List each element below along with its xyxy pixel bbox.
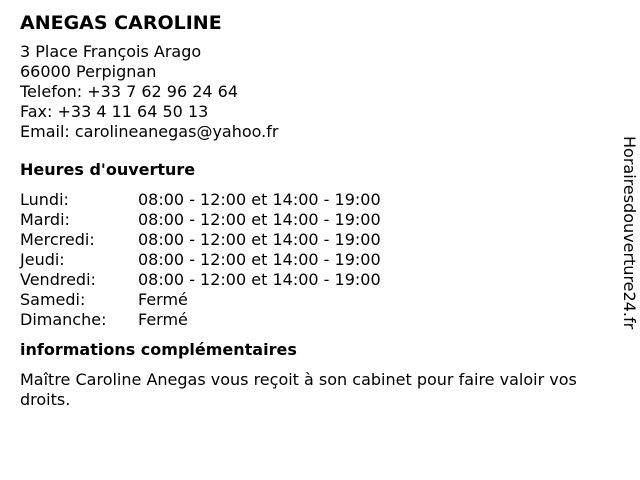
day-hours: 08:00 - 12:00 et 14:00 - 19:00 bbox=[138, 270, 381, 289]
info-heading: informations complémentaires bbox=[20, 340, 297, 359]
hours-row-samedi bbox=[20, 290, 620, 310]
day-hours: 08:00 - 12:00 et 14:00 - 19:00 bbox=[138, 210, 381, 229]
day-hours: 08:00 - 12:00 et 14:00 - 19:00 bbox=[138, 250, 381, 269]
hours-row-lundi bbox=[20, 190, 620, 210]
day-label: Mercredi: bbox=[20, 230, 95, 249]
day-label: Vendredi: bbox=[20, 270, 96, 289]
day-hours: Fermé bbox=[138, 290, 188, 309]
contact-block bbox=[20, 42, 620, 142]
day-label: Dimanche: bbox=[20, 310, 107, 329]
phone-number: Telefon: +33 7 62 96 24 64 bbox=[20, 82, 239, 101]
day-hours: 08:00 - 12:00 et 14:00 - 19:00 bbox=[138, 230, 381, 249]
info-description: Maître Caroline Anegas vous reçoit à son cabinet pour faire valoir vos droits. bbox=[20, 370, 577, 409]
hours-row-dimanche bbox=[20, 310, 620, 330]
site-watermark bbox=[620, 136, 639, 356]
hours-row-vendredi bbox=[20, 270, 620, 290]
site-watermark-text: Horairesdouverture24.fr bbox=[620, 136, 639, 330]
day-hours: Fermé bbox=[138, 310, 188, 329]
business-card bbox=[20, 10, 620, 410]
hours-table bbox=[20, 190, 620, 330]
hours-row-mardi bbox=[20, 210, 620, 230]
day-label: Mardi: bbox=[20, 210, 70, 229]
fax-number: Fax: +33 4 11 64 50 13 bbox=[20, 102, 209, 121]
day-label: Samedi: bbox=[20, 290, 86, 309]
day-hours: 08:00 - 12:00 et 14:00 - 19:00 bbox=[138, 190, 381, 209]
address-street: 3 Place François Arago bbox=[20, 42, 202, 61]
hours-row-mercredi bbox=[20, 230, 620, 250]
address-city: 66000 Perpignan bbox=[20, 62, 157, 81]
day-label: Lundi: bbox=[20, 190, 69, 209]
email-address: Email: carolineanegas@yahoo.fr bbox=[20, 122, 279, 141]
hours-row-jeudi bbox=[20, 250, 620, 270]
hours-heading: Heures d'ouverture bbox=[20, 160, 196, 179]
business-name: ANEGAS CAROLINE bbox=[20, 12, 222, 34]
day-label: Jeudi: bbox=[20, 250, 65, 269]
